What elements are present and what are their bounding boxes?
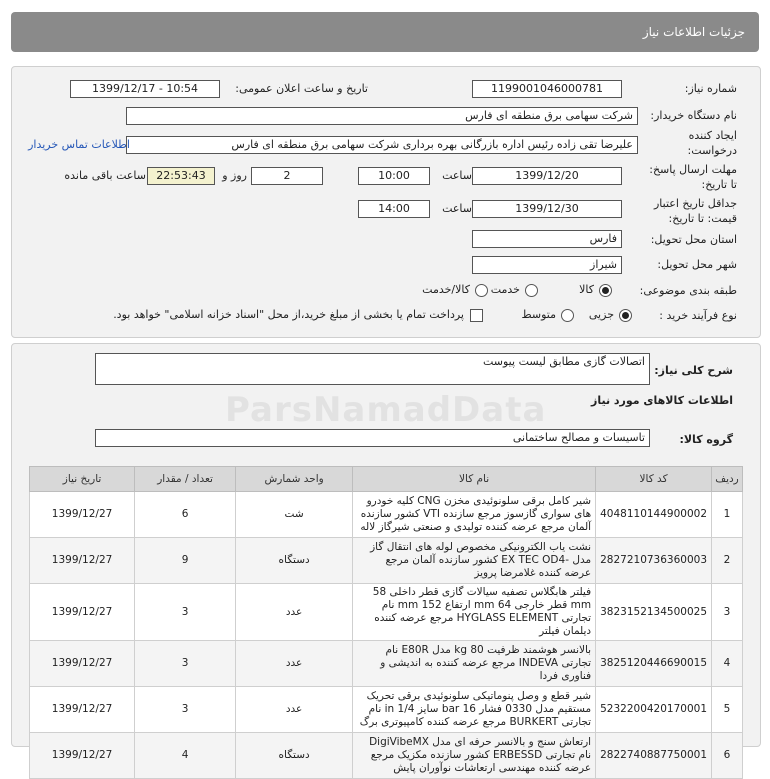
col-need-date: تاریخ نیاز [30, 467, 135, 492]
need-info-panel [11, 66, 761, 338]
items-table [29, 466, 743, 779]
item-code: 5232200420170001 [596, 687, 712, 733]
validity-time-label: ساعت [442, 202, 472, 215]
item-name: نشت یاب الکترونیکی مخصوص لوله های انتقال گاز مدل -EX TEC OD4 کشور سازنده آلمان مرجع عرضه کننده غلامرضا پرویز [353, 538, 596, 584]
col-item-name: نام کالا [353, 467, 596, 492]
item-code: 3823152134500025 [596, 584, 712, 641]
process-medium-label: متوسط [521, 308, 556, 321]
item-need-date: 1399/12/27 [30, 584, 135, 641]
item-code: 2827210736360003 [596, 538, 712, 584]
item-code: 3825120446690015 [596, 641, 712, 687]
process-medium-radio[interactable] [561, 309, 574, 322]
item-quantity: 3 [135, 641, 236, 687]
buyer-field: شرکت سهامی برق منطقه ای فارس [126, 107, 638, 125]
item-quantity: 3 [135, 584, 236, 641]
validity-time-field: 14:00 [358, 200, 430, 218]
reply-time-label: ساعت [442, 169, 472, 182]
item-name: بالانسر هوشمند ظرفیت 80 kg مدل E80R نام تجارتی INDEVA مرجع عرضه کننده به اندیشی و فناوری فردا [353, 641, 596, 687]
item-need-date: 1399/12/27 [30, 538, 135, 584]
reply-date-field: 1399/12/20 [472, 167, 622, 185]
process-type-label: نوع فرآیند خرید : [659, 309, 737, 322]
item-name: ارتعاش سنج و بالانسر حرفه ای مدل DigiVibeMX نام تجارتی ERBESSD کشور سازنده مکزیک مرجع عرضه کننده مهندسی ارتعاشات نوآوران پایش [353, 733, 596, 779]
goods-group-field: تاسیسات و مصالح ساختمانی [95, 429, 650, 447]
description-field: اتصالات گازی مطابق لیست پیوست [95, 353, 650, 385]
watermark: ParsNamadData [225, 390, 547, 430]
remaining-days-field: 2 [251, 167, 323, 185]
treasury-payment-note: پرداخت تمام یا بخشی از مبلغ خرید،از محل "اسناد خزانه اسلامی" خواهد بود. [113, 308, 464, 321]
category-service-radio[interactable] [525, 284, 538, 297]
announce-label: تاریخ و ساعت اعلان عمومی: [235, 82, 368, 95]
row-number: 4 [712, 641, 743, 687]
row-number: 6 [712, 733, 743, 779]
province-field: فارس [472, 230, 622, 248]
goods-group-label: گروه کالا: [679, 433, 733, 446]
row-number: 1 [712, 492, 743, 538]
item-unit: عدد [236, 584, 353, 641]
city-label: شهر محل تحویل: [657, 258, 737, 271]
item-code: 4048110144900002 [596, 492, 712, 538]
category-goods-service-radio[interactable] [475, 284, 488, 297]
item-unit: شت [236, 492, 353, 538]
process-minor-radio[interactable] [619, 309, 632, 322]
table-row [30, 687, 743, 733]
category-label: طبقه بندی موضوعی: [639, 284, 737, 297]
creator-label-line2: درخواست: [687, 144, 737, 157]
validity-label-line1: جداقل تاریخ اعتبار [653, 197, 737, 210]
row-number: 5 [712, 687, 743, 733]
category-goods-service-label: کالا/خدمت [422, 283, 470, 296]
item-unit: عدد [236, 641, 353, 687]
item-name: شیر قطع و وصل پنوماتیکی سلونوئیدی برقی تحریک مستقیم مدل 0330 فشار 16 bar سایز 1/4 in نام تجارتی BURKERT مرجع عرضه کننده کامپیوتری برگ [353, 687, 596, 733]
item-name: فیلتر هابگلاس تصفیه سیالات گازی قطر داخلی 58 mm قطر خارجی 64 mm ارتفاع 152 mm نام تجارتی HYGLASS ELEMENT مرجع عرضه کننده دیلمان فیلتر [353, 584, 596, 641]
buyer-label: نام دستگاه خریدار: [650, 109, 737, 122]
creator-field: علیرضا تقی زاده رئیس اداره بازرگانی بهره برداری شرکت سهامی برق منطقه ای فارس [126, 136, 638, 154]
creator-label-line1: ایجاد کننده [688, 129, 737, 142]
row-number: 3 [712, 584, 743, 641]
buyer-contact-link[interactable]: اطلاعات تماس خریدار [28, 138, 130, 151]
item-name: شیر کامل برقی سلونوئیدی مخزن CNG کلیه خودرو های سواری گازسوز مرجع سازنده VTI کشور سازنده آلمان مرجع عرضه کننده تولیدی و صنعتی شیرگاز لاله [353, 492, 596, 538]
item-unit: دستگاه [236, 538, 353, 584]
page-header [11, 12, 759, 52]
item-need-date: 1399/12/27 [30, 687, 135, 733]
category-service-label: خدمت [490, 283, 520, 296]
item-need-date: 1399/12/27 [30, 733, 135, 779]
reply-deadline-label-line1: مهلت ارسال پاسخ: [649, 163, 737, 176]
row-number: 2 [712, 538, 743, 584]
need-number-field: 1199001046000781 [472, 80, 622, 98]
validity-label-line2: قیمت: تا تاریخ: [668, 212, 737, 225]
validity-date-field: 1399/12/30 [472, 200, 622, 218]
category-goods-label: کالا [579, 283, 594, 296]
announce-datetime-field: 1399/12/17 - 10:54 [70, 80, 220, 98]
item-unit: دستگاه [236, 733, 353, 779]
col-item-code: کد کالا [596, 467, 712, 492]
table-row [30, 584, 743, 641]
remaining-time-field: 22:53:43 [147, 167, 215, 185]
table-row [30, 538, 743, 584]
col-row-number: ردیف [712, 467, 743, 492]
category-goods-radio[interactable] [599, 284, 612, 297]
description-label: شرح کلی نیاز: [654, 364, 733, 377]
page-title: جزئیات اطلاعات نیاز [642, 25, 745, 39]
item-quantity: 3 [135, 687, 236, 733]
reply-deadline-label-line2: تا تاریخ: [701, 178, 737, 191]
item-need-date: 1399/12/27 [30, 641, 135, 687]
item-quantity: 4 [135, 733, 236, 779]
table-row [30, 492, 743, 538]
table-row [30, 641, 743, 687]
items-section-title: اطلاعات کالاهای مورد نیاز [591, 394, 733, 407]
days-label: روز و [222, 169, 247, 182]
item-code: 2822740887750001 [596, 733, 712, 779]
province-label: استان محل تحویل: [650, 233, 737, 246]
table-row [30, 733, 743, 779]
col-unit: واحد شمارش [236, 467, 353, 492]
need-number-label: شماره نیاز: [684, 82, 737, 95]
item-need-date: 1399/12/27 [30, 492, 135, 538]
item-quantity: 9 [135, 538, 236, 584]
treasury-payment-checkbox[interactable] [470, 309, 483, 322]
reply-time-field: 10:00 [358, 167, 430, 185]
city-field: شیراز [472, 256, 622, 274]
col-quantity: تعداد / مقدار [135, 467, 236, 492]
item-unit: عدد [236, 687, 353, 733]
process-minor-label: جزیی [588, 308, 614, 321]
item-quantity: 6 [135, 492, 236, 538]
remaining-time-label: ساعت باقی مانده [64, 169, 146, 182]
